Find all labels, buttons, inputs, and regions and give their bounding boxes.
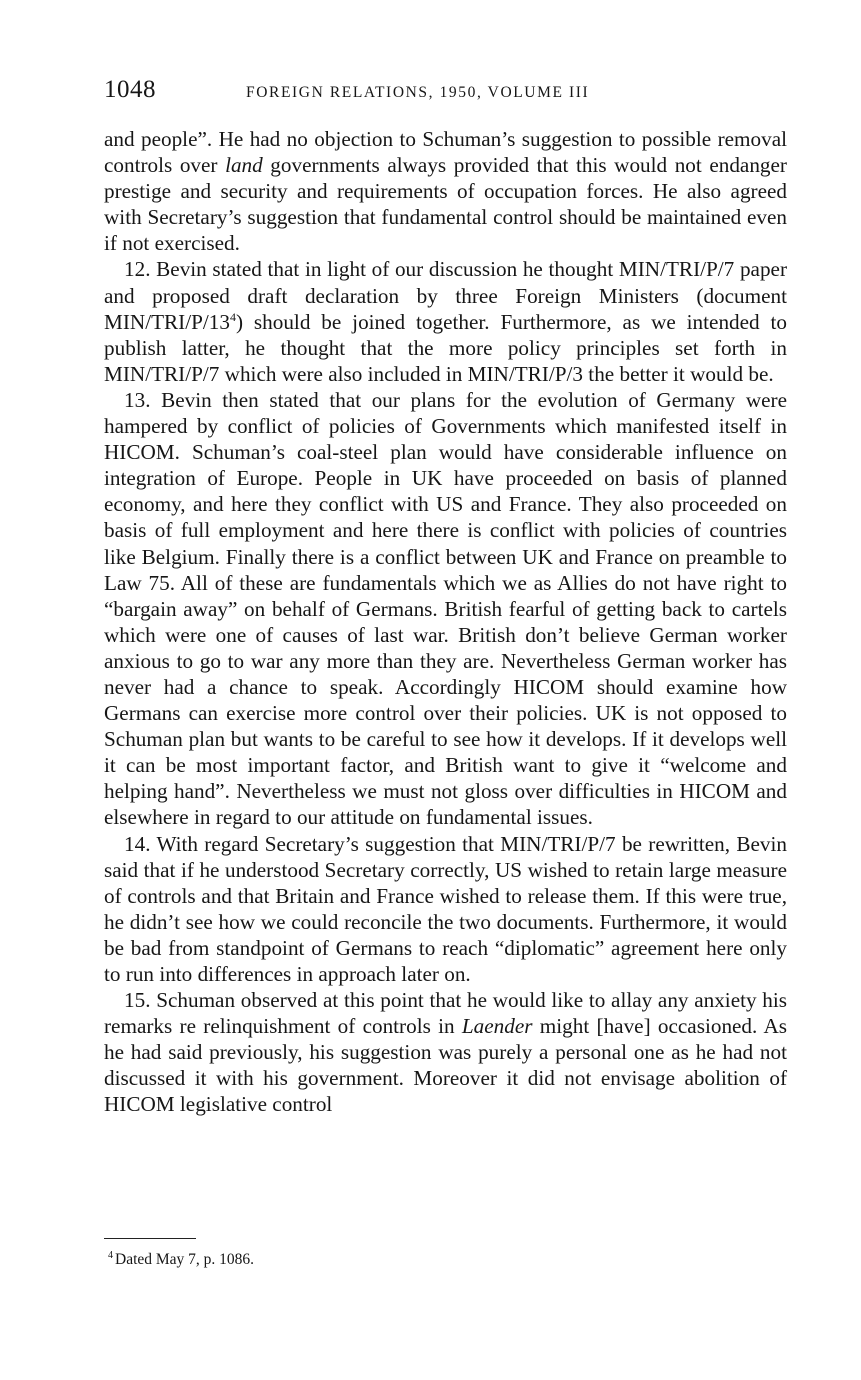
paragraph-number: 15.: [124, 988, 151, 1013]
paragraph-number: 12.: [124, 257, 151, 282]
paragraph-text: and people”. He had no objection to Schuman’s suggestion to possible removal controls over: [104, 127, 787, 178]
paragraph-12: [104, 256, 787, 386]
footnote: [108, 1250, 254, 1270]
body-text: [104, 126, 787, 1118]
paragraph-text: With regard Secretary’s suggestion that MIN/TRI/P/7 be rewritten, Bevin said that if he understood Secretary correctly, US wished to retain large measure of controls and that Britain and France wished to release them. If this were true, he didn’t see how we could reconcile the two documents. Furthermore, it would be bad from standpoint of Germans to reach “diplomatic” agreement here only to run into differences in approach later on.: [104, 831, 787, 986]
paragraph-continuation: [104, 126, 787, 256]
footnote-divider: [104, 1238, 196, 1239]
paragraph-text: might [have] occasioned. As he had said previously, his suggestion was purely a personal one as he had not discussed it with his government. Moreover it did not envisage abolition of HICOM legislative control: [104, 1014, 787, 1117]
italic-word: land: [225, 153, 263, 178]
paragraph-13: [104, 387, 787, 831]
paragraph-text: Bevin then stated that our plans for the evolution of Germany were hampered by conflict of policies of Governments which manifested itself in HICOM. Schuman’s coal-steel plan would have considerable influence on integration of Europe. People in UK have proceeded on basis of planned economy, and here they conflict with US and France. They also proceeded on basis of full employment and here there is conflict with policies of countries like Belgium. Finally there is a conflict between UK and France on preamble to Law 75. All of these are fundamentals which we as Allies do not have right to “bargain away” on behalf of Germans. British fearful of getting back to cartels which were one of causes of last war. British don’t believe German worker anxious to go to war any more than they are. Nevertheless German worker has never had a chance to speak. Accordingly HICOM should examine how Germans can exercise more control over their policies. UK is not opposed to Schuman plan but wants to be careful to see how it develops. If it develops well it can be most important factor, and British want to give it “welcome and helping hand”. Nevertheless we must not gloss over difficulties in HICOM and elsewhere in regard to our attitude on fundamental issues.: [104, 387, 788, 830]
running-head: [104, 76, 794, 106]
footnote-text: Dated May 7, p. 1086.: [115, 1251, 255, 1268]
paragraph-text: governments always provided that this would not endanger prestige and security and requirements of occupation forces. He also agreed with Secretary’s suggestion that fundamental control should be maintained even if not exercised.: [104, 153, 787, 256]
italic-word: Laender: [461, 1014, 533, 1039]
footnote-reference[interactable]: 4: [229, 309, 236, 324]
paragraph-text: Bevin stated that in light of our discussion he thought MIN/TRI/P/7 paper and proposed draft declaration by three Foreign Ministers (document MIN/TRI/P/13: [104, 257, 787, 334]
paragraph-15: [104, 987, 787, 1117]
page-number: 1048: [104, 76, 156, 103]
paragraph-number: 14.: [124, 831, 151, 856]
footnote-mark: 4: [108, 1249, 113, 1261]
paragraph-14: [104, 831, 787, 988]
paragraph-text: ) should be joined together. Furthermore, as we intended to publish latter, he thought that the more policy principles set forth in MIN/TRI/P/7 which were also included in MIN/TRI/P/3 the better it would be.: [104, 309, 787, 386]
paragraph-number: 13.: [124, 387, 151, 412]
paragraph-text: Schuman observed at this point that he would like to allay any anxiety his remarks re relinquishment of controls in: [104, 988, 788, 1039]
running-title: FOREIGN RELATIONS, 1950, VOLUME III: [246, 84, 590, 101]
